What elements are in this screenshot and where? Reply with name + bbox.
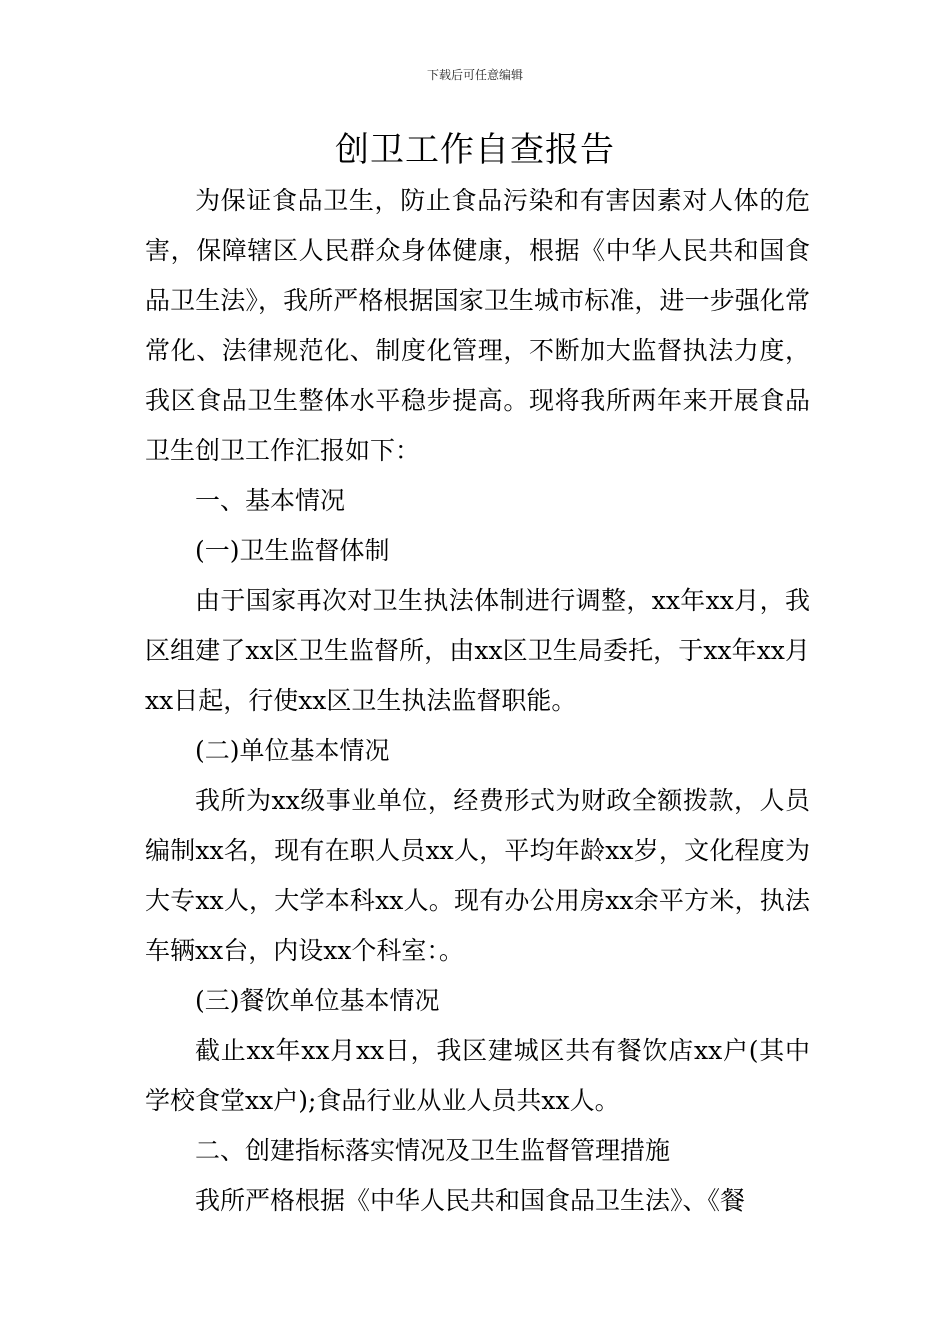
intro-paragraph: 为保证食品卫生，防止食品污染和有害因素对人体的危害，保障辖区人民群众身体健康，根据《中华人民共和国食品卫生法》，我所严格根据国家卫生城市标准，进一步强化常常化、法律规范化、制度化管理，不断加大监督执法力度，我区食品卫生整体水平稳步提高。现将我所两年来开展食品卫生创卫工作汇报如下： xyxy=(145,186,810,465)
subsection-heading-catering-units: (三)餐饮单位基本情况 xyxy=(195,986,440,1015)
document-title: 创卫工作自查报告 xyxy=(335,130,615,170)
subsection-heading-unit-situation: (二)单位基本情况 xyxy=(195,736,390,765)
section-heading-indicators-measures: 二、创建指标落实情况及卫生监督管理措施 xyxy=(195,1136,671,1165)
catering-units-paragraph: 截止xx年xx月xx日，我区建城区共有餐饮店xx户(其中学校食堂xx户);食品行业从业人员共xx人。 xyxy=(145,1036,810,1115)
supervision-system-paragraph: 由于国家再次对卫生执法体制进行调整，xx年xx月，我区组建了xx区卫生监督所，由xx区卫生局委托，于xx年xx月xx日起，行使xx区卫生执法监督职能。 xyxy=(145,586,810,715)
unit-situation-paragraph: 我所为xx级事业单位，经费形式为财政全额拨款，人员编制xx名，现有在职人员xx人，平均年龄xx岁，文化程度为大专xx人，大学本科xx人。现有办公用房xx余平方米，执法车辆xx台，内设xx个科室：。 xyxy=(145,786,810,965)
document-body xyxy=(145,176,810,1226)
indicators-measures-paragraph: 我所严格根据《中华人民共和国食品卫生法》、《餐 xyxy=(195,1186,746,1215)
page-header-note: 下载后可任意编辑 xyxy=(426,68,523,82)
section-heading-basic-situation: 一、基本情况 xyxy=(195,486,346,515)
subsection-heading-supervision-system: (一)卫生监督体制 xyxy=(195,536,390,565)
